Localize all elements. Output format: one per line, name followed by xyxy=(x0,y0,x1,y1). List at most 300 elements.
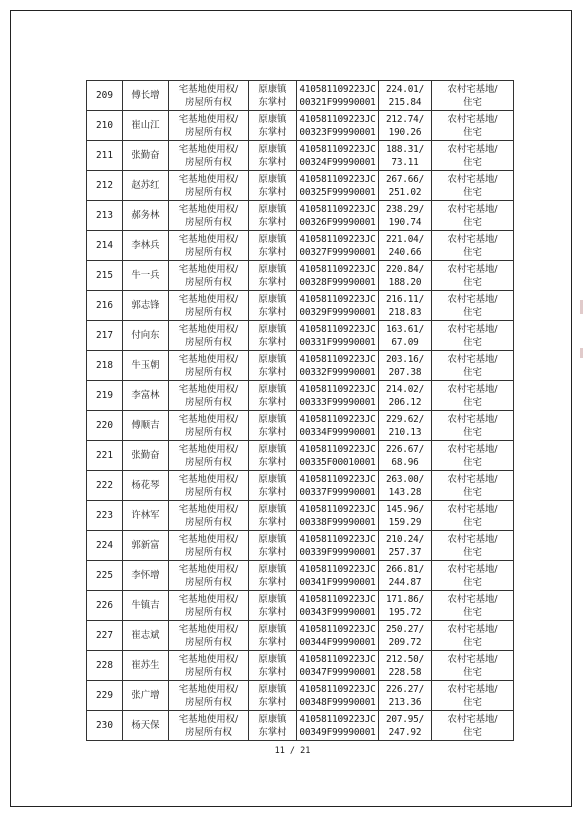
unit-code-line: 00323F99990001 xyxy=(299,126,376,138)
row-number: 229 xyxy=(87,681,123,711)
land-usage-line: 农村宅基地/ xyxy=(447,413,498,425)
land-usage-line: 住宅 xyxy=(463,516,482,528)
land-usage-line: 住宅 xyxy=(463,186,482,198)
area-line: 143.28 xyxy=(388,486,422,498)
location xyxy=(249,351,297,381)
land-usage-line: 农村宅基地/ xyxy=(447,113,498,125)
right-type xyxy=(169,561,249,591)
land-usage-line: 住宅 xyxy=(463,456,482,468)
owner-name: 张广增 xyxy=(123,681,169,711)
right-type xyxy=(169,411,249,441)
row-number: 222 xyxy=(87,471,123,501)
owner-name: 杨天保 xyxy=(123,711,169,741)
unit-code xyxy=(297,651,379,681)
table-row xyxy=(87,171,514,201)
row-number: 212 xyxy=(87,171,123,201)
location xyxy=(249,441,297,471)
right-type xyxy=(169,171,249,201)
area-line: 159.29 xyxy=(388,516,422,528)
location xyxy=(249,561,297,591)
location-line: 原康镇 xyxy=(258,203,287,215)
area-line: 171.86/ xyxy=(385,593,425,605)
land-usage xyxy=(432,441,514,471)
land-usage-line: 农村宅基地/ xyxy=(447,203,498,215)
area-line: 238.29/ xyxy=(385,203,425,215)
land-usage-line: 农村宅基地/ xyxy=(447,263,498,275)
location-line: 东掌村 xyxy=(258,696,287,708)
land-usage xyxy=(432,381,514,411)
right-type-line: 房屋所有权 xyxy=(185,546,232,558)
area xyxy=(379,501,432,531)
unit-code-line: 00328F99990001 xyxy=(299,276,376,288)
area-line: 226.67/ xyxy=(385,443,425,455)
land-usage-line: 住宅 xyxy=(463,276,482,288)
land-usage-line: 住宅 xyxy=(463,96,482,108)
unit-code-line: 00344F99990001 xyxy=(299,636,376,648)
location-line: 东掌村 xyxy=(258,306,287,318)
right-type-line: 宅基地使用权/ xyxy=(178,173,239,185)
right-type xyxy=(169,711,249,741)
owner-name: 郭新富 xyxy=(123,531,169,561)
unit-code-line: 00324F99990001 xyxy=(299,156,376,168)
unit-code xyxy=(297,561,379,591)
location-line: 东掌村 xyxy=(258,276,287,288)
right-type xyxy=(169,321,249,351)
location xyxy=(249,651,297,681)
location xyxy=(249,231,297,261)
owner-name: 牛一兵 xyxy=(123,261,169,291)
unit-code-line: 00321F99990001 xyxy=(299,96,376,108)
location-line: 原康镇 xyxy=(258,473,287,485)
unit-code-line: 00343F99990001 xyxy=(299,606,376,618)
location-line: 东掌村 xyxy=(258,456,287,468)
right-type xyxy=(169,441,249,471)
unit-code xyxy=(297,711,379,741)
table-row xyxy=(87,591,514,621)
unit-code xyxy=(297,531,379,561)
unit-code xyxy=(297,441,379,471)
unit-code xyxy=(297,411,379,441)
unit-code-line: 00339F99990001 xyxy=(299,546,376,558)
area-line: 247.92 xyxy=(388,726,422,738)
location-line: 原康镇 xyxy=(258,383,287,395)
location xyxy=(249,471,297,501)
area-line: 68.96 xyxy=(391,456,419,468)
location xyxy=(249,171,297,201)
area xyxy=(379,681,432,711)
land-usage-line: 住宅 xyxy=(463,486,482,498)
location-line: 东掌村 xyxy=(258,636,287,648)
right-type xyxy=(169,471,249,501)
area-line: 250.27/ xyxy=(385,623,425,635)
area-line: 203.16/ xyxy=(385,353,425,365)
land-usage-line: 住宅 xyxy=(463,666,482,678)
right-type-line: 宅基地使用权/ xyxy=(178,503,239,515)
unit-code xyxy=(297,501,379,531)
owner-name: 赵苏红 xyxy=(123,171,169,201)
location-line: 东掌村 xyxy=(258,426,287,438)
unit-code-line: 410581109223JC xyxy=(299,383,376,395)
right-type-line: 宅基地使用权/ xyxy=(178,143,239,155)
land-usage xyxy=(432,141,514,171)
area-line: 251.02 xyxy=(388,186,422,198)
area xyxy=(379,321,432,351)
area xyxy=(379,291,432,321)
row-number: 209 xyxy=(87,81,123,111)
area xyxy=(379,591,432,621)
location-line: 原康镇 xyxy=(258,533,287,545)
land-usage xyxy=(432,711,514,741)
land-usage xyxy=(432,471,514,501)
land-usage-line: 农村宅基地/ xyxy=(447,653,498,665)
table-row xyxy=(87,561,514,591)
row-number: 230 xyxy=(87,711,123,741)
row-number: 227 xyxy=(87,621,123,651)
area xyxy=(379,651,432,681)
area-line: 257.37 xyxy=(388,546,422,558)
area xyxy=(379,261,432,291)
location-line: 原康镇 xyxy=(258,233,287,245)
area-line: 163.61/ xyxy=(385,323,425,335)
right-type-line: 房屋所有权 xyxy=(185,216,232,228)
unit-code xyxy=(297,111,379,141)
land-usage xyxy=(432,621,514,651)
unit-code xyxy=(297,591,379,621)
unit-code-line: 410581109223JC xyxy=(299,353,376,365)
area xyxy=(379,411,432,441)
location xyxy=(249,201,297,231)
right-type-line: 宅基地使用权/ xyxy=(178,653,239,665)
right-type-line: 宅基地使用权/ xyxy=(178,323,239,335)
unit-code xyxy=(297,471,379,501)
unit-code-line: 410581109223JC xyxy=(299,593,376,605)
unit-code-line: 00329F99990001 xyxy=(299,306,376,318)
location xyxy=(249,81,297,111)
location-line: 原康镇 xyxy=(258,683,287,695)
land-usage xyxy=(432,81,514,111)
unit-code-line: 00333F99990001 xyxy=(299,396,376,408)
location-line: 原康镇 xyxy=(258,263,287,275)
right-type-line: 宅基地使用权/ xyxy=(178,263,239,275)
unit-code-line: 00347F99990001 xyxy=(299,666,376,678)
land-usage xyxy=(432,231,514,261)
right-type-line: 房屋所有权 xyxy=(185,636,232,648)
right-type-line: 宅基地使用权/ xyxy=(178,353,239,365)
right-type-line: 房屋所有权 xyxy=(185,336,232,348)
area xyxy=(379,531,432,561)
unit-code-line: 00337F99990001 xyxy=(299,486,376,498)
land-usage xyxy=(432,561,514,591)
land-usage-line: 住宅 xyxy=(463,246,482,258)
right-type xyxy=(169,621,249,651)
area-line: 210.13 xyxy=(388,426,422,438)
right-type-line: 房屋所有权 xyxy=(185,486,232,498)
right-type-line: 房屋所有权 xyxy=(185,606,232,618)
row-number: 223 xyxy=(87,501,123,531)
land-usage xyxy=(432,351,514,381)
land-usage-line: 农村宅基地/ xyxy=(447,533,498,545)
land-usage xyxy=(432,531,514,561)
right-type-line: 房屋所有权 xyxy=(185,396,232,408)
land-usage-line: 农村宅基地/ xyxy=(447,593,498,605)
row-number: 220 xyxy=(87,411,123,441)
table-row xyxy=(87,501,514,531)
unit-code-line: 410581109223JC xyxy=(299,683,376,695)
table-row xyxy=(87,711,514,741)
area-line: 220.84/ xyxy=(385,263,425,275)
location xyxy=(249,261,297,291)
land-usage-line: 农村宅基地/ xyxy=(447,83,498,95)
area xyxy=(379,471,432,501)
unit-code-line: 410581109223JC xyxy=(299,503,376,515)
row-number: 221 xyxy=(87,441,123,471)
right-type-line: 房屋所有权 xyxy=(185,696,232,708)
right-type-line: 宅基地使用权/ xyxy=(178,113,239,125)
land-usage-line: 住宅 xyxy=(463,336,482,348)
row-number: 210 xyxy=(87,111,123,141)
table-row xyxy=(87,351,514,381)
location-line: 原康镇 xyxy=(258,653,287,665)
right-type xyxy=(169,261,249,291)
unit-code xyxy=(297,261,379,291)
unit-code-line: 00331F99990001 xyxy=(299,336,376,348)
location-line: 原康镇 xyxy=(258,623,287,635)
area-line: 229.62/ xyxy=(385,413,425,425)
owner-name: 牛玉朝 xyxy=(123,351,169,381)
location-line: 东掌村 xyxy=(258,666,287,678)
land-usage-line: 住宅 xyxy=(463,546,482,558)
unit-code-line: 00335F00010001 xyxy=(299,456,376,468)
unit-code xyxy=(297,621,379,651)
unit-code-line: 00332F99990001 xyxy=(299,366,376,378)
land-usage-line: 住宅 xyxy=(463,606,482,618)
row-number: 218 xyxy=(87,351,123,381)
unit-code-line: 00348F99990001 xyxy=(299,696,376,708)
location xyxy=(249,321,297,351)
area-line: 209.72 xyxy=(388,636,422,648)
right-type-line: 房屋所有权 xyxy=(185,156,232,168)
location-line: 原康镇 xyxy=(258,323,287,335)
table-row xyxy=(87,651,514,681)
unit-code xyxy=(297,351,379,381)
location-line: 原康镇 xyxy=(258,413,287,425)
area-line: 244.87 xyxy=(388,576,422,588)
location-line: 东掌村 xyxy=(258,246,287,258)
area-line: 212.74/ xyxy=(385,113,425,125)
owner-name: 许林军 xyxy=(123,501,169,531)
right-type-line: 宅基地使用权/ xyxy=(178,233,239,245)
location-line: 东掌村 xyxy=(258,516,287,528)
unit-code xyxy=(297,231,379,261)
right-type xyxy=(169,381,249,411)
right-type-line: 宅基地使用权/ xyxy=(178,713,239,725)
location xyxy=(249,141,297,171)
right-type-line: 房屋所有权 xyxy=(185,666,232,678)
land-usage xyxy=(432,321,514,351)
right-type-line: 房屋所有权 xyxy=(185,516,232,528)
table-row xyxy=(87,411,514,441)
land-usage-line: 农村宅基地/ xyxy=(447,323,498,335)
location-line: 原康镇 xyxy=(258,143,287,155)
table-body xyxy=(87,81,514,741)
land-usage-line: 住宅 xyxy=(463,726,482,738)
location-line: 原康镇 xyxy=(258,173,287,185)
location-line: 东掌村 xyxy=(258,486,287,498)
right-type xyxy=(169,141,249,171)
area-line: 207.95/ xyxy=(385,713,425,725)
area-line: 228.58 xyxy=(388,666,422,678)
area-line: 188.31/ xyxy=(385,143,425,155)
unit-code xyxy=(297,381,379,411)
right-type xyxy=(169,201,249,231)
row-number: 217 xyxy=(87,321,123,351)
area xyxy=(379,81,432,111)
unit-code-line: 410581109223JC xyxy=(299,233,376,245)
land-usage xyxy=(432,291,514,321)
unit-code-line: 410581109223JC xyxy=(299,323,376,335)
location xyxy=(249,111,297,141)
table-row xyxy=(87,381,514,411)
area-line: 267.66/ xyxy=(385,173,425,185)
land-usage xyxy=(432,651,514,681)
right-type-line: 宅基地使用权/ xyxy=(178,563,239,575)
location xyxy=(249,621,297,651)
land-usage xyxy=(432,171,514,201)
unit-code-line: 00341F99990001 xyxy=(299,576,376,588)
area-line: 226.27/ xyxy=(385,683,425,695)
area xyxy=(379,561,432,591)
right-type xyxy=(169,531,249,561)
land-usage-line: 住宅 xyxy=(463,126,482,138)
right-type-line: 宅基地使用权/ xyxy=(178,593,239,605)
location-line: 东掌村 xyxy=(258,396,287,408)
registration-table xyxy=(86,80,514,741)
owner-name: 张勤奋 xyxy=(123,441,169,471)
table-row xyxy=(87,261,514,291)
location xyxy=(249,681,297,711)
land-usage xyxy=(432,261,514,291)
right-type-line: 房屋所有权 xyxy=(185,576,232,588)
unit-code-line: 410581109223JC xyxy=(299,533,376,545)
table-row xyxy=(87,141,514,171)
location-line: 原康镇 xyxy=(258,563,287,575)
land-usage-line: 农村宅基地/ xyxy=(447,173,498,185)
land-usage-line: 住宅 xyxy=(463,396,482,408)
row-number: 216 xyxy=(87,291,123,321)
right-type xyxy=(169,111,249,141)
owner-name: 李林兵 xyxy=(123,231,169,261)
table-row xyxy=(87,531,514,561)
owner-name: 郭志锋 xyxy=(123,291,169,321)
location-line: 原康镇 xyxy=(258,593,287,605)
right-type-line: 房屋所有权 xyxy=(185,96,232,108)
location xyxy=(249,531,297,561)
unit-code xyxy=(297,291,379,321)
right-type xyxy=(169,681,249,711)
area-line: 206.12 xyxy=(388,396,422,408)
unit-code xyxy=(297,321,379,351)
location-line: 东掌村 xyxy=(258,576,287,588)
area xyxy=(379,621,432,651)
land-usage xyxy=(432,591,514,621)
right-type xyxy=(169,501,249,531)
scan-edge-mark xyxy=(580,348,583,358)
location xyxy=(249,411,297,441)
location-line: 东掌村 xyxy=(258,606,287,618)
table-row xyxy=(87,201,514,231)
area-line: 213.36 xyxy=(388,696,422,708)
right-type-line: 房屋所有权 xyxy=(185,456,232,468)
right-type xyxy=(169,591,249,621)
location xyxy=(249,501,297,531)
area xyxy=(379,231,432,261)
unit-code-line: 410581109223JC xyxy=(299,143,376,155)
unit-code-line: 410581109223JC xyxy=(299,473,376,485)
location-line: 东掌村 xyxy=(258,546,287,558)
unit-code-line: 00327F99990001 xyxy=(299,246,376,258)
land-usage-line: 农村宅基地/ xyxy=(447,353,498,365)
owner-name: 郝务林 xyxy=(123,201,169,231)
area-line: 218.83 xyxy=(388,306,422,318)
right-type-line: 房屋所有权 xyxy=(185,186,232,198)
owner-name: 李富林 xyxy=(123,381,169,411)
location-line: 原康镇 xyxy=(258,113,287,125)
row-number: 215 xyxy=(87,261,123,291)
unit-code-line: 410581109223JC xyxy=(299,173,376,185)
right-type-line: 宅基地使用权/ xyxy=(178,443,239,455)
area-line: 221.04/ xyxy=(385,233,425,245)
unit-code-line: 410581109223JC xyxy=(299,443,376,455)
location xyxy=(249,291,297,321)
right-type xyxy=(169,81,249,111)
location-line: 东掌村 xyxy=(258,216,287,228)
unit-code xyxy=(297,81,379,111)
right-type-line: 房屋所有权 xyxy=(185,306,232,318)
owner-name: 杨花琴 xyxy=(123,471,169,501)
area-line: 190.74 xyxy=(388,216,422,228)
right-type xyxy=(169,351,249,381)
area-line: 190.26 xyxy=(388,126,422,138)
right-type-line: 宅基地使用权/ xyxy=(178,203,239,215)
location-line: 原康镇 xyxy=(258,83,287,95)
land-usage-line: 住宅 xyxy=(463,216,482,228)
land-usage-line: 住宅 xyxy=(463,426,482,438)
right-type-line: 房屋所有权 xyxy=(185,246,232,258)
location-line: 原康镇 xyxy=(258,353,287,365)
table-row xyxy=(87,441,514,471)
unit-code-line: 410581109223JC xyxy=(299,83,376,95)
area-line: 67.09 xyxy=(391,336,419,348)
owner-name: 牛镇吉 xyxy=(123,591,169,621)
area xyxy=(379,351,432,381)
right-type-line: 宅基地使用权/ xyxy=(178,683,239,695)
unit-code-line: 410581109223JC xyxy=(299,113,376,125)
owner-name: 付向东 xyxy=(123,321,169,351)
owner-name: 傅长增 xyxy=(123,81,169,111)
right-type-line: 房屋所有权 xyxy=(185,366,232,378)
unit-code-line: 00338F99990001 xyxy=(299,516,376,528)
land-usage-line: 农村宅基地/ xyxy=(447,383,498,395)
row-number: 211 xyxy=(87,141,123,171)
unit-code xyxy=(297,141,379,171)
area-line: 207.38 xyxy=(388,366,422,378)
area-line: 73.11 xyxy=(391,156,419,168)
unit-code-line: 410581109223JC xyxy=(299,203,376,215)
land-usage-line: 农村宅基地/ xyxy=(447,233,498,245)
right-type xyxy=(169,651,249,681)
location-line: 东掌村 xyxy=(258,186,287,198)
area-line: 188.20 xyxy=(388,276,422,288)
